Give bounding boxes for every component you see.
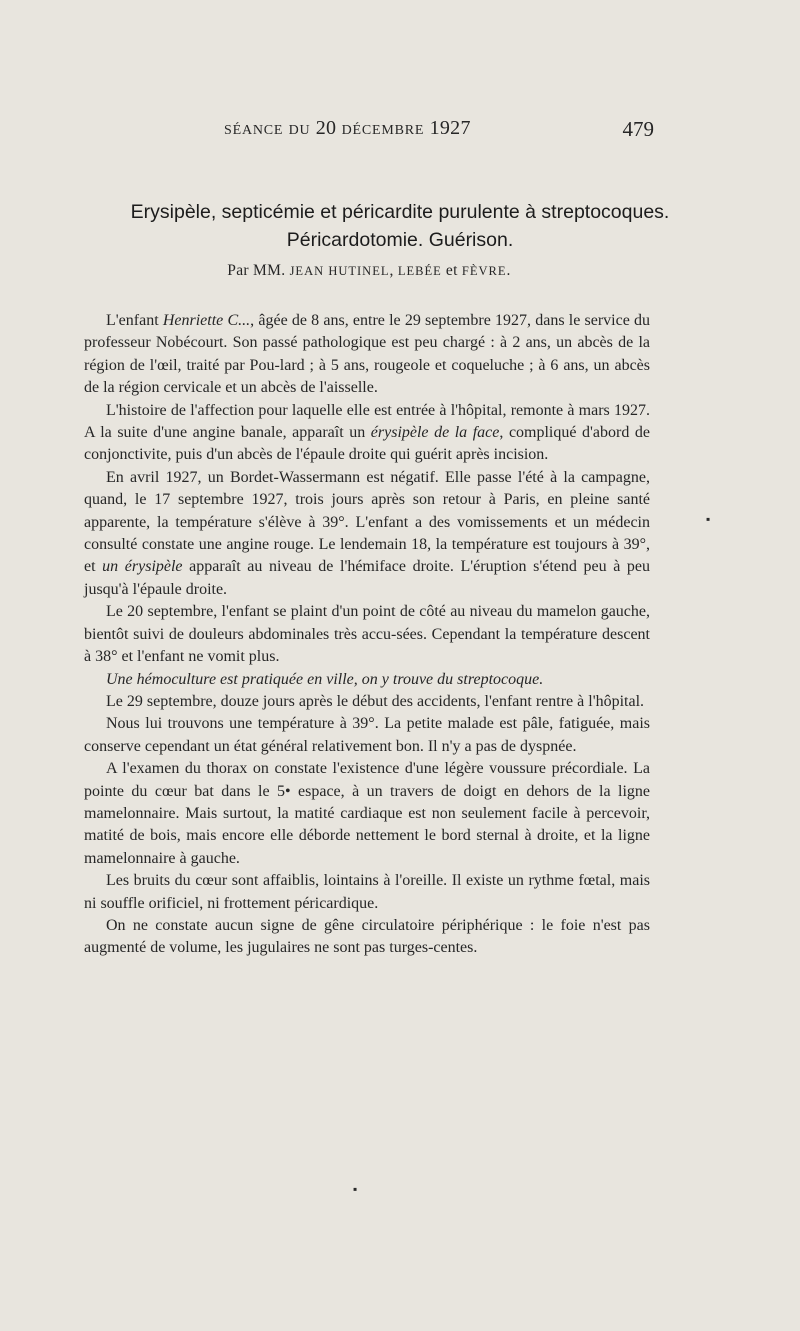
title-line-1: Erysipèle, septicémie et péricardite purulente à streptocoques. xyxy=(130,201,670,223)
margin-speck: ▪ xyxy=(706,512,711,526)
header-day: 20 xyxy=(315,117,337,139)
authors-end: . xyxy=(506,262,511,279)
page-speck: ▪ xyxy=(353,1182,358,1196)
paragraph-1 xyxy=(84,310,650,400)
page-number: 479 xyxy=(622,117,654,141)
paragraph-italic: Une hémoculture est pratiquée en ville, on y trouve du streptocoque. xyxy=(106,670,544,688)
header-month: DÉCEMBRE xyxy=(341,123,425,138)
authors-line xyxy=(84,262,654,280)
paragraph-italic: érysipèle de la face xyxy=(370,424,500,442)
paragraph-10 xyxy=(84,915,650,960)
paragraph-text: L'enfant xyxy=(106,312,163,329)
header-du: DU xyxy=(288,123,311,138)
header-year: 1927 xyxy=(429,117,471,139)
article-title xyxy=(60,198,740,254)
paragraph-7 xyxy=(84,713,650,758)
author-1-first: JEAN xyxy=(289,264,325,278)
paragraph-text: A l'examen du thorax on constate l'existence d'une légère voussure précordiale. La pointe du cœur bat dans le 5• espace, à un travers de doigt en dehors de la ligne mamelonnaire. Mais surtout, la matité cardiaque est non seulement facile à percevoir, matité de bois, mais encore elle déborde nettement le bord sternal à droite, et la ligne mamelonnaire à gauche. xyxy=(84,760,650,867)
paragraph-text: En avril 1927, un Bordet-Wassermann est négatif. Elle passe l'été à la campagne, quand, le 17 septembre 1927, trois jours après son retour à Paris, en pleine santé apparente, la température s'élève à 39°. L'enfant a des vomissements et un médecin consulté constate une angine rouge. Le lendemain 18, la température est toujours à 39°, et xyxy=(84,468,650,576)
paragraph-2 xyxy=(84,400,650,467)
paragraph-italic: un érysipèle xyxy=(102,558,183,576)
author-2: LEBÉE xyxy=(397,264,442,278)
title-line-2: Péricardotomie. Guérison. xyxy=(286,229,514,251)
paragraph-text: apparaît au niveau de l'hémiface droite. L'éruption s'étend peu à peu jusqu'à l'épaule droite. xyxy=(84,558,651,598)
article-body xyxy=(84,310,650,960)
paragraph-text: , âgée de 8 ans, entre le 29 septembre 1927, dans le service du professeur Nobécourt. Son passé pathologique est peu chargé : à 2 ans, un abcès de la région de l'œil, traité par Pou-lard ; à 5 ans, rougeole et coqueluche ; à 6 ans, un abcès de la région cervicale et un abcès de l'aisselle. xyxy=(84,312,651,397)
paragraph-9 xyxy=(84,870,650,915)
paragraph-text: Le 29 septembre, douze jours après le début des accidents, l'enfant rentre à l'hôpital. xyxy=(106,692,645,710)
author-sep-1: , xyxy=(389,262,394,279)
running-header xyxy=(84,117,654,147)
paragraph-text: Les bruits du cœur sont affaiblis, lointains à l'oreille. Il existe un rythme fœtal, mais ni souffle orificiel, ni frottement péricardique. xyxy=(84,872,650,912)
paragraph-text: , compliqué d'abord de conjonctivite, puis d'un abcès de l'épaule droite qui guérit après incision. xyxy=(84,424,651,464)
paragraph-text: Le 20 septembre, l'enfant se plaint d'un point de côté au niveau du mamelon gauche, bientôt suivi de douleurs abdominales très accu-sées. Cependant la température descent à 38° et l'enfant ne vomit plus. xyxy=(84,603,650,666)
paragraph-3 xyxy=(84,467,650,601)
paragraph-text: Nous lui trouvons une température à 39°. La petite malade est pâle, fatiguée, mais conserve cependant un état général relativement bon. Il n'y a pas de dyspnée. xyxy=(84,715,650,755)
header-seance: SÉANCE xyxy=(224,123,284,138)
author-1-last: HUTINEL xyxy=(328,264,390,278)
authors-et: et xyxy=(445,262,458,279)
paragraph-6 xyxy=(84,691,650,713)
running-title xyxy=(224,117,471,140)
paragraph-text: On ne constate aucun signe de gêne circulatoire périphérique : le foie n'est pas augmenté de volume, les jugulaires ne sont pas turges-centes. xyxy=(84,916,650,957)
paragraph-4 xyxy=(84,601,650,668)
author-3: FÈVRE xyxy=(461,264,507,278)
paragraph-italic: Henriette C... xyxy=(162,312,251,329)
paragraph-text: L'histoire de l'affection pour laquelle elle est entrée à l'hôpital, remonte à mars 1927. A la suite d'une angine banale, apparaît un xyxy=(84,401,650,442)
paragraph-5 xyxy=(84,669,650,691)
paragraph-8 xyxy=(84,758,650,870)
authors-par: Par MM. xyxy=(227,262,286,279)
